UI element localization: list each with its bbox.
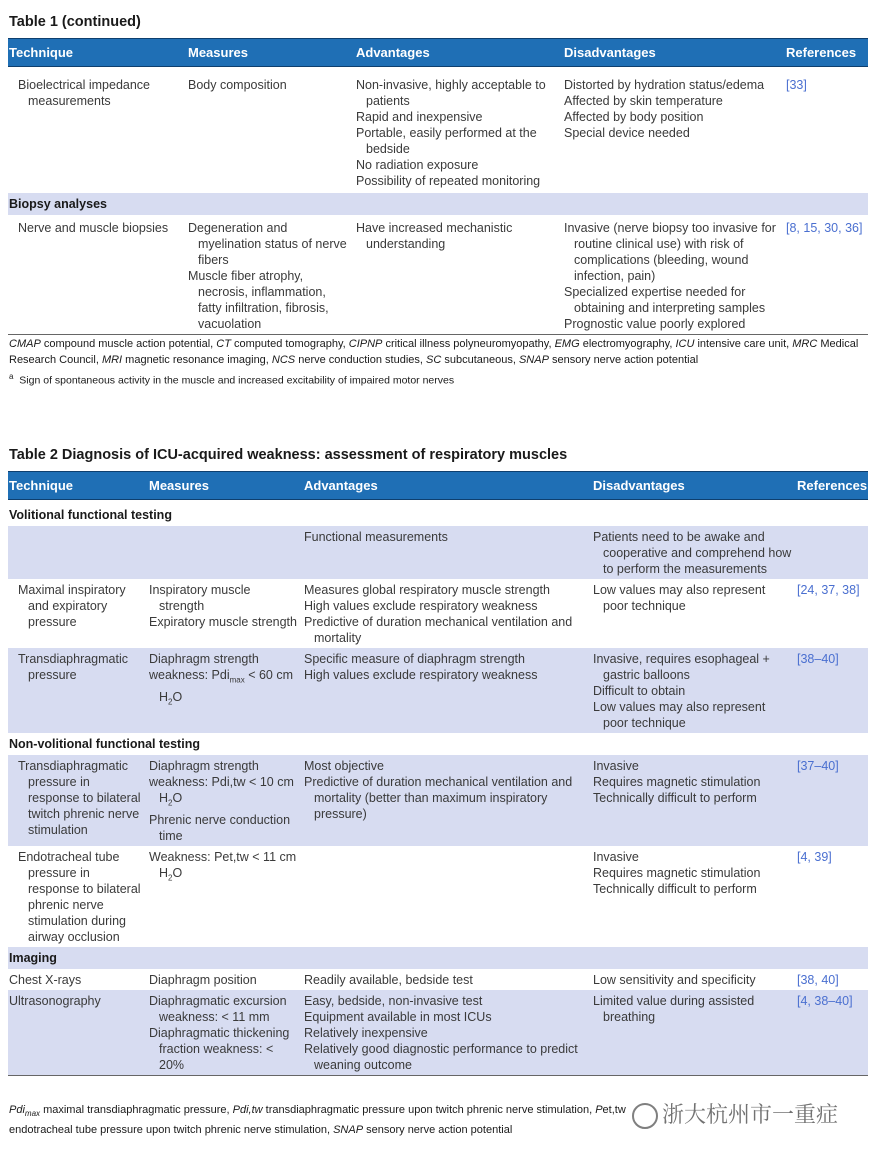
section-imaging: Imaging (8, 947, 868, 969)
disadvantage-item: Invasive (nerve biopsy too invasive for routine clinical use) with risk of complications (bleeding, wound infection, pain) (564, 220, 776, 283)
table1 (8, 38, 868, 335)
table-row (8, 526, 868, 579)
t1-header-advantages: Advantages (355, 39, 563, 67)
reference-link[interactable]: [38, 40] (797, 972, 839, 987)
measures-item: Degeneration and myelination status of nerve fibers (188, 220, 347, 267)
reference-link[interactable]: [33] (786, 78, 807, 92)
table2-header-row (8, 472, 868, 500)
advantage-item: Rapid and inexpensive (356, 110, 483, 124)
table1-header-row (8, 39, 868, 67)
advantage-item: Functional measurements (304, 530, 448, 544)
table2-abbreviations: Pdi$_{max}$ maximal transdiaphragmatic pressure, Pdi,tw transdiaphragmatic pressure upon twitch phrenic nerve stimulation, Pet,tw endotracheal tube pressure upon twitch phrenic nerve stimulation, SNAP sensory nerve action potential (9, 1104, 626, 1137)
measures-item: Muscle fiber atrophy, necrosis, inflammation, fatty infiltration, fibrosis, vacuolation (188, 268, 329, 331)
advantage-item: Relatively inexpensive (304, 1025, 428, 1040)
advantage-item: Non-invasive, highly acceptable to patients (356, 78, 546, 108)
technique-cell: Maximal inspiratory and expiratory pressure (18, 583, 126, 629)
disadvantage-item: Distorted by hydration status/edema (564, 78, 765, 92)
disadvantage-item: Difficult to obtain (593, 684, 686, 698)
table1-abbreviations: CMAP compound muscle action potential, CT computed tomography, CIPNP critical illness polyneuromyopathy, EMG electromyography, ICU intensive care unit, MRC Medical Research Council, MRI magnetic resonance imaging, NCS nerve conduction studies, SC subcutaneous, SNAP sensory nerve action potential (9, 338, 859, 366)
disadvantage-item: Special device needed (564, 126, 690, 140)
measures-item: Diaphragm strength (149, 759, 259, 773)
disadvantage-item: Low values may also represent poor technique (593, 700, 766, 730)
advantage-item: High values exclude respiratory weakness (304, 599, 538, 613)
section-row (8, 500, 868, 527)
section-row (8, 193, 868, 215)
section-row (8, 947, 868, 969)
technique-cell: Transdiaphragmatic pressure in response to bilateral twitch phrenic nerve stimulation (18, 759, 141, 837)
disadvantage-item: Invasive (593, 849, 639, 864)
advantage-item: Specific measure of diaphragm strength (304, 652, 525, 666)
technique-cell: Chest X-rays (9, 972, 82, 987)
table2 (8, 471, 868, 1076)
measures-item: Inspiratory muscle strength (149, 583, 251, 613)
advantage-item: Possibility of repeated monitoring (356, 174, 541, 188)
advantage-item: Portable, easily performed at the bedside (356, 126, 537, 156)
t2-header-advantages: Advantages (303, 472, 592, 500)
wechat-icon (632, 1103, 658, 1129)
advantage-item: Predictive of duration mechanical ventilation and mortality (304, 615, 573, 645)
advantage-item: Readily available, bedside test (304, 972, 473, 987)
reference-link[interactable]: [4, 38–40] (797, 993, 853, 1008)
disadvantage-item: Invasive, requires esophageal + gastric balloons (593, 652, 770, 682)
reference-link[interactable]: [37–40] (797, 759, 839, 773)
table2-caption: Table 2 Diagnosis of ICU-acquired weakness: assessment of respiratory muscles (9, 447, 568, 463)
advantage-item: No radiation exposure (356, 158, 479, 172)
disadvantage-item: Patients need to be awake and cooperative and comprehend how to perform the measurements (593, 530, 792, 576)
table1-caption: Table 1 (continued) (9, 14, 141, 30)
measures-cell: Body composition (188, 78, 287, 92)
reference-link[interactable]: [8, 15, 30, 36] (786, 220, 863, 235)
disadvantage-item: Technically difficult to perform (593, 881, 757, 896)
advantage-item: Predictive of duration mechanical ventilation and mortality (better than maximum inspiratory pressure) (304, 775, 573, 821)
advantage-item: Relatively good diagnostic performance to predict weaning outcome (304, 1041, 578, 1072)
measures-item: Phrenic nerve conduction time (149, 812, 291, 843)
disadvantage-item: Technically difficult to perform (593, 791, 757, 805)
measures-item: weakness: Pdi,tw < 10 cm $H_2O$ (149, 775, 294, 808)
table-row (8, 215, 868, 335)
disadvantage-item: Affected by skin temperature (564, 94, 723, 108)
advantage-item: Have increased mechanistic understanding (356, 220, 513, 251)
section-row (8, 733, 868, 755)
technique-cell: Ultrasonography (9, 993, 101, 1008)
t1-header-disadvantages: Disadvantages (563, 39, 785, 67)
disadvantage-item: Prognostic value poorly explored (564, 316, 746, 331)
measures-item: Diaphragmatic thickening fraction weakness: < 20% (149, 1025, 290, 1072)
advantage-item: High values exclude respiratory weakness (304, 668, 538, 682)
advantage-item: Most objective (304, 759, 384, 773)
advantage-item: Measures global respiratory muscle strength (304, 583, 550, 597)
technique-cell: Endotracheal tube pressure in response to bilateral phrenic nerve stimulation during airway occlusion (18, 849, 141, 944)
disadvantage-item: Limited value during assisted breathing (593, 993, 755, 1024)
t2-header-measures: Measures (148, 472, 303, 500)
table-row (8, 67, 868, 193)
table-row (8, 755, 868, 846)
table-row (8, 969, 868, 990)
table-row (8, 579, 868, 648)
measures-item: weakness: Pdi$_{max}$ < 60 cm $H_2O$ (149, 668, 294, 706)
technique-cell: Bioelectrical impedance measurements (18, 78, 151, 108)
t2-header-disadvantages: Disadvantages (592, 472, 796, 500)
table-row (8, 990, 868, 1076)
disadvantage-item: Low sensitivity and specificity (593, 972, 756, 987)
technique-cell: Transdiaphragmatic pressure (18, 652, 129, 682)
technique-cell: Nerve and muscle biopsies (18, 220, 169, 235)
t2-header-references: References (796, 472, 868, 500)
section-biopsy: Biopsy analyses (8, 193, 868, 215)
disadvantage-item: Invasive (593, 759, 639, 773)
disadvantage-item: Low values may also represent poor technique (593, 583, 766, 613)
disadvantage-item: Specialized expertise needed for obtaining and interpreting samples (564, 284, 766, 315)
measures-item: Diaphragm strength (149, 652, 259, 666)
disadvantage-item: Requires magnetic stimulation (593, 865, 761, 880)
section-nonvolitional: Non-volitional functional testing (9, 737, 200, 751)
measures-item: Diaphragmatic excursion weakness: < 11 mm (149, 993, 287, 1024)
t2-header-technique: Technique (8, 472, 148, 500)
measures-item: Expiratory muscle strength (149, 615, 297, 629)
measures-item: Weakness: Pet,tw < 11 cm $H_2O$ (149, 849, 297, 882)
advantage-item: Equipment available in most ICUs (304, 1009, 492, 1024)
advantage-item: Easy, bedside, non-invasive test (304, 993, 483, 1008)
section-volitional: Volitional functional testing (9, 508, 172, 522)
table-row (8, 648, 868, 733)
reference-link[interactable]: [24, 37, 38] (797, 583, 860, 597)
reference-link[interactable]: [4, 39] (797, 849, 832, 864)
reference-link[interactable]: [38–40] (797, 652, 839, 666)
watermark: 浙大杭州市一重症 (632, 1098, 838, 1129)
table-row (8, 846, 868, 947)
table1-footnote: $^a$ Sign of spontaneous activity in the muscle and increased excitability of impaired motor nerves (9, 372, 455, 387)
t1-header-technique: Technique (8, 39, 187, 67)
t1-header-references: References (785, 39, 868, 67)
disadvantage-item: Requires magnetic stimulation (593, 775, 761, 789)
measures-item: Diaphragm position (149, 972, 257, 987)
t1-header-measures: Measures (187, 39, 355, 67)
disadvantage-item: Affected by body position (564, 110, 704, 124)
